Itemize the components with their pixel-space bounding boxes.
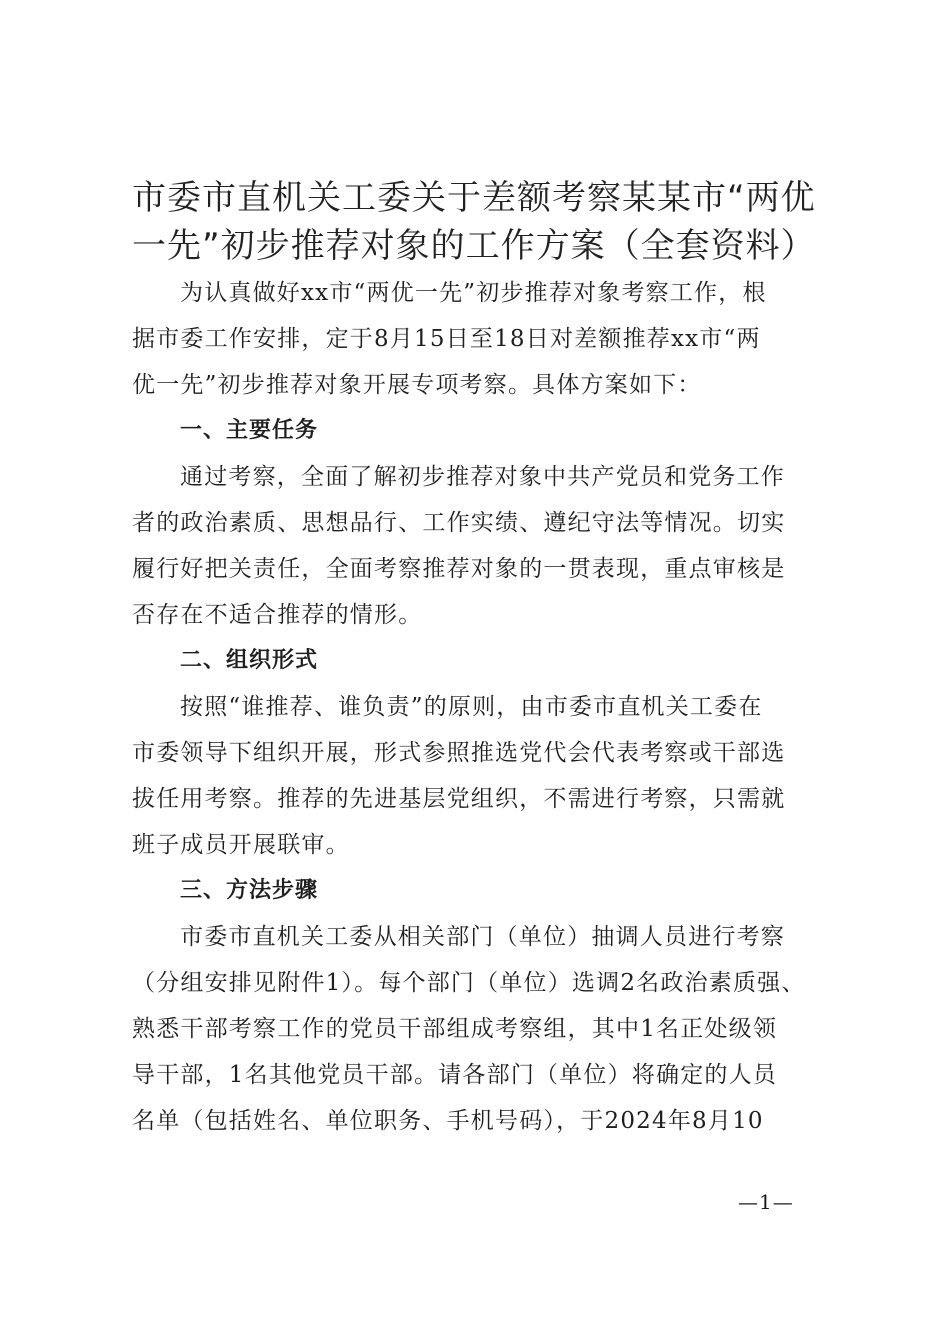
title-line: 一先”初步推荐对象的工作方案（全套资料） [132,226,816,266]
paragraph-line: 履行好把关责任，全面考察推荐对象的一贯表现，重点审核是 [132,556,786,582]
paragraph-line: 班子成员开展联审。 [132,832,350,858]
title-line: 市委市直机关工委关于差额考察某某市“两优 [132,178,816,218]
intro-line: 优一先”初步推荐对象开展专项考察。具体方案如下： [132,372,702,398]
document-body [132,270,844,1144]
paragraph-line: 熟悉干部考察工作的党员干部组成考察组，其中1名正处级领 [132,1016,778,1042]
section-heading-main-tasks: 一、主要任务 [180,418,319,443]
paragraph-line: 市委领导下组织开展，形式参照推选党代会代表考察或干部选 [132,740,786,766]
paragraph-line: （分组安排见附件1）。每个部门（单位）选调2名政治素质强、 [132,970,806,996]
paragraph-line: 拔任用考察。推荐的先进基层党组织，不需进行考察，只需就 [132,786,786,812]
intro-line: 据市委工作安排，定于8月15日至18日对差额推荐xx市“两 [132,326,761,352]
paragraph-line: 否存在不适合推荐的情形。 [132,602,423,628]
paragraph-line: 市委市直机关工委从相关部门（单位）抽调人员进行考察 [180,924,785,950]
intro-line: 为认真做好xx市“两优一先”初步推荐对象考察工作，根 [180,280,767,306]
section-heading-methods: 三、方法步骤 [180,878,319,903]
paragraph-line: 导干部，1名其他党员干部。请各部门（单位）将确定的人员 [132,1062,778,1088]
document-title [132,174,844,270]
paragraph-line: 者的政治素质、思想品行、工作实绩、遵纪守法等情况。切实 [132,510,786,536]
paragraph-line: 通过考察，全面了解初步推荐对象中共产党员和党务工作 [180,464,785,490]
paragraph-line: 按照“谁推荐、谁负责”的原则，由市委市直机关工委在 [180,694,763,720]
paragraph-line: 名单（包括姓名、单位职务、手机号码），于2024年8月10 [132,1108,764,1134]
page-number: —1— [738,1190,794,1214]
section-heading-organization: 二、组织形式 [180,648,319,673]
